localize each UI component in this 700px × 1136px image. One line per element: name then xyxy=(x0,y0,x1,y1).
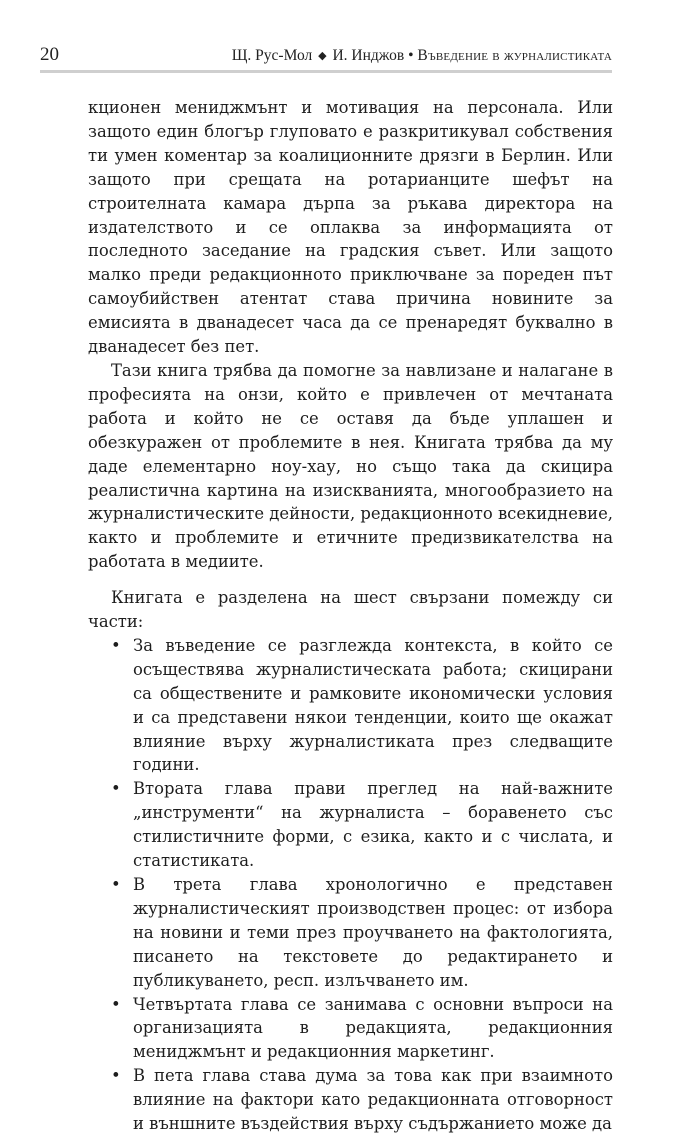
list-item: • За въведение се разглежда контекста, в който се осъществява журналистическата работа; скицирани са обществените и рамковите икономически условия и са представени някои тенденции, които ще окажат влияние върху журналистиката през следващите години. xyxy=(111,634,613,777)
bullet-separator: • xyxy=(408,47,414,64)
list-intro: Книгата е разделена на шест свързани помежду си части: xyxy=(88,588,613,632)
page-number: 20 xyxy=(40,44,59,65)
body-text xyxy=(88,96,613,1136)
paragraph: Тази книга трябва да помогне за навлизане и налагане в професията на онзи, който е привлечен от мечтаната работа и който не се оставя да бъде уплашен и обезкуражен от проблемите в нея. Книгата трябва да му даде елементарно ноу-хау, но също така да скицира реалистична картина на изискванията, многообразието на журналистическите дейности, редакционното всекидневие, както и проблемите и етичните предизвикателства на работата в медиите. xyxy=(88,360,613,572)
chapter-list xyxy=(88,634,613,1136)
paragraph-continued: кционен мениджмънт и мотивация на персонала. Или защото един блогър глуповато е разкритикувал собствения ти умен коментар за коалиционните дрязги в Берлин. Или защото при срещата на ротарианците шефът на строителната камара дърпа за ръкава директора на издателството и се оплаква за информацията от последното заседание на градския съвет. Или защото малко преди редакционното приключване за пореден път самоубийствен атентат става причина новините за емисията в дванадесет часа да се пренаредят буквално в дванадесет без пет. xyxy=(88,98,613,357)
running-header xyxy=(40,44,612,66)
list-item: • Четвъртата глава се занимава с основни въпроси на организацията в редакцията, редакционния мениджмънт и редакционния маркетинг. xyxy=(111,993,613,1065)
author-1: Щ. Рус-Мол xyxy=(231,47,313,64)
header-rule xyxy=(40,70,612,73)
list-item: • В пета глава става дума за това как при взаимното влияние на фактори като редакционната отговорност и външните въздействия върху съдържанието може да xyxy=(111,1064,613,1136)
book-title: Въведение в журналистиката xyxy=(417,47,612,64)
author-2: И. Инджов xyxy=(332,47,405,64)
list-item: • В трета глава хронологично е представен журналистическият производствен процес: от избора на новини и теми през проучването на фактологията, писането на текстовете до редактирането и публикуването, респ. излъчването им. xyxy=(111,873,613,993)
diamond-separator: ◆ xyxy=(318,50,327,62)
header-meta xyxy=(232,45,612,68)
list-item: • Втората глава прави преглед на най-важните „инструменти“ на журналиста – боравенето със стилистичните форми, с езика, както и с числата, и статистиката. xyxy=(111,777,613,873)
